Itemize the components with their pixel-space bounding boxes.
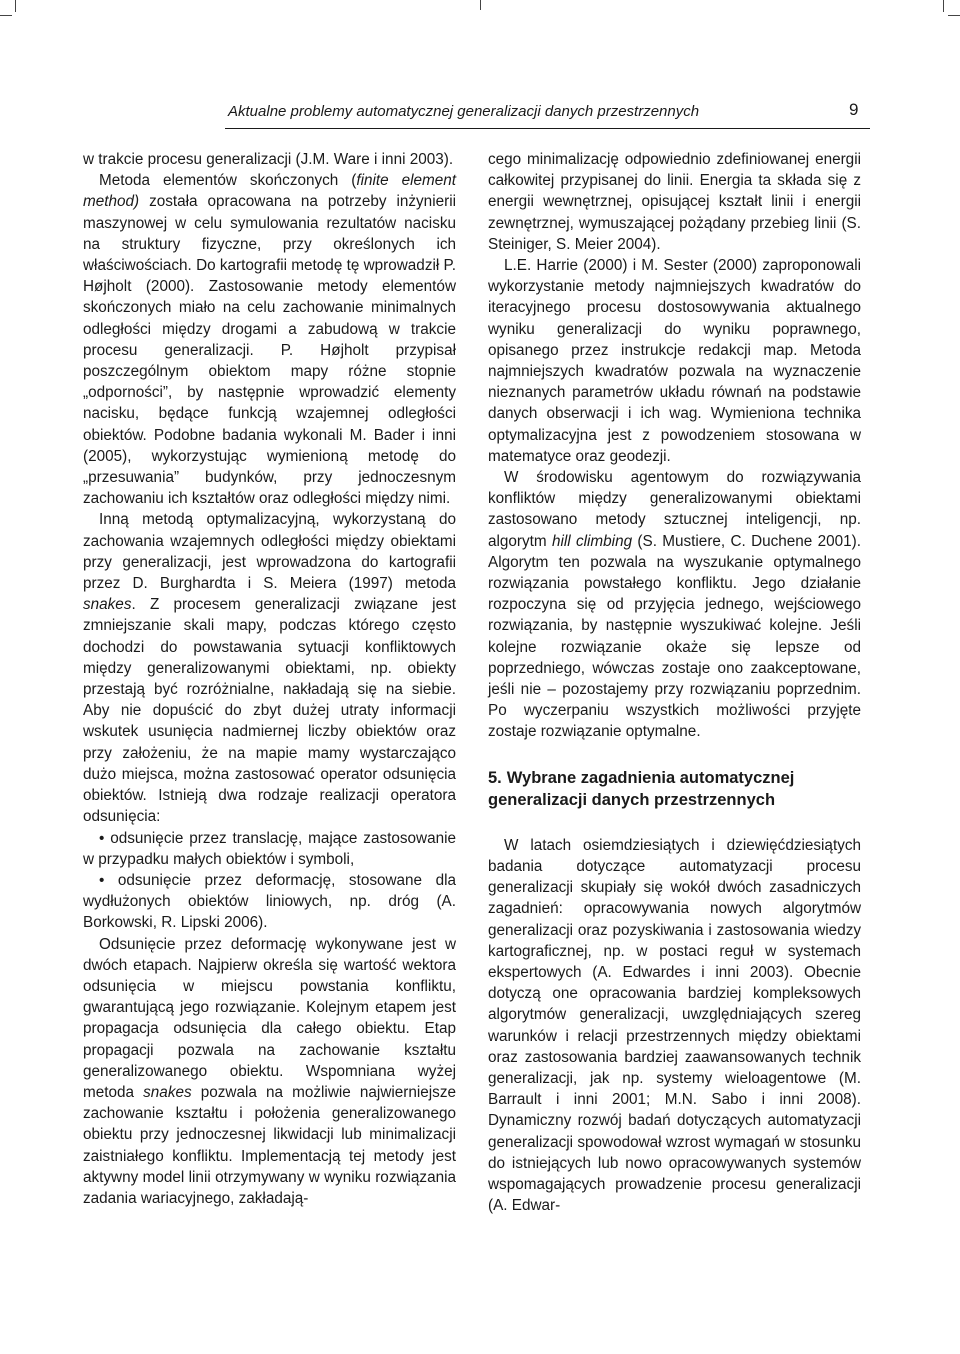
section-title: Wybrane zagadnienia automatycznej generalizacji danych przestrzennych xyxy=(488,768,795,809)
text-run: pozwala na możliwie najwierniejsze zachowanie kształtu i położenia generalizowanego obiektu przy jednoczesnej likwidacji lub minimalizacji zaistniałego konfliktu. Implementacją tej metody jest aktywny model linii otrzymywany w wyniku rozwiązania zadania wariacyjnego, zakładają- xyxy=(83,1083,456,1207)
italic-term: finite element method) xyxy=(83,172,456,211)
italic-term: snakes xyxy=(143,1083,192,1101)
crop-mark-top-center-vertical xyxy=(480,0,481,10)
text-run: Odsunięcie przez deformację wykonywane jest w dwóch etapach. Najpierw określa się wartość wektora odsunięcia w miejscu powstania konfliktu, gwarantującą jego rozwiązanie. Kolejnym etapem jest propagacja odsunięcia dla całego obiektu. Etap propagacji pozwala na zachowanie kształtu generalizowanego obiektu. Wspomniana wyżej metoda xyxy=(83,935,456,1101)
paragraph-deformation xyxy=(83,934,456,1210)
text-run: została opracowana na potrzeby inżynierii maszynowej w celu symulowania rezultatów nacisku na struktury fizyczne, przy określonych ich właściwościach. Do kartografii metodę tę wprowadził P. Højholt (2000). Zastosowanie metody elementów skończonych miało na celu zachowanie minimalnych odległości między drogami a zabudową w trakcie procesu generalizacji. P. Højholt przypisał poszczególnym obiektom mapy różne stopnie „odporności”, by następnie wprowadzić elementy nacisku, będące funkcją wzajemnej odległości obiektów. Podobne badania wykonali M. Bader i inni (2005), wykorzystując wymienioną metodę do „przesuwania” budynków, przy jednoczesnym zachowaniu ich kształtów oraz odległości między nimi. xyxy=(83,193,456,508)
left-column xyxy=(83,149,456,1209)
paragraph-least-squares: L.E. Harrie (2000) i M. Sester (2000) zaproponowali wykorzystanie metody najmniejszych kwadratów do iteracyjnego procesu dostosowywania aktualnego wyniku generalizacji do wyniku poprawnego, opisanego przez instrukcje redakcji map. Metoda najmniejszych kwadratów pozwala na wyznaczenie nieznanych parametrów układu równań na podstawie danych obserwacji i ich wag. Wymieniona technika optymalizacyjna jest z powodzeniem stosowana w matematyce oraz geodezji. xyxy=(488,257,861,465)
crop-mark-top-left-vertical xyxy=(15,0,16,12)
paragraph-finite-element xyxy=(83,170,456,509)
italic-term: snakes xyxy=(83,596,132,614)
text-run: (S. Mustiere, C. Duchene 2001). Algorytm ten pozwala na wyszukanie optymalnego rozwiązania powstałego konfliktu. Jego działanie rozpoczyna się od przyjęcia jednego, wejściowego rozwiązania, by następnie wyszukiwać kolejne. Jeśli kolejne rozwiązanie okaże się lepsze od poprzedniego, wówczas zostaje ono zaakceptowane, jeśli nie – pozostajemy przy rozwiązaniu poprzednim. Po wyczerpaniu wszystkich możliwości przyjęte zostaje rozwiązanie optymalne. xyxy=(488,532,862,741)
crop-mark-top-right-vertical xyxy=(943,0,944,12)
bullet-item: • odsunięcie przez deformację, stosowane dla wydłużonych obiektów liniowych, np. dróg (A. Borkowski, R. Lipski 2006). xyxy=(83,871,456,932)
text-run: . Z procesem generalizacji związane jest zmniejszanie skali mapy, podczas którego często dochodzi do powstawania sytuacji konfliktowych między generalizowanymi obiektami, np. obiekty przestają być rozróżnialne, nakładają się na siebie. Aby nie dopuścić do zbyt dużej utraty informacji wskutek usunięcia nadmiernej liczby obiektów oraz przy założeniu, że na mapie mamy wystarczająco dużo miejsca, można zastosować operator odsunięcia obiektów. Istnieją dwa rodzaje realizacji operatora odsunięcia: xyxy=(83,596,456,826)
crop-mark-top-right-horizontal xyxy=(948,15,960,16)
page-number: 9 xyxy=(849,100,859,119)
running-head-title: Aktualne problemy automatycznej generalizacji danych przestrzennych xyxy=(228,103,700,120)
paragraph-snakes xyxy=(83,509,456,827)
paragraph: w trakcie procesu generalizacji (J.M. Ware i inni 2003). xyxy=(83,151,454,168)
paragraph: W latach osiemdziesiątych i dziewięćdziesiątych badania dotyczące automatyzacji procesu generalizacji skupiały się wokół dwóch zasadniczych zagadnień: opracowywania nowych algorytmów generalizacji oraz pozyskiwania i zastosowania wiedzy kartograficznej, np. w postaci reguł w systemach ekspertowych (A. Edwardes i inni 2003). Obecnie dotyczą one opracowania bardziej kompleksowych algorytmów generalizacji, uwzględniających szereg warunków i relacji przestrzennych między obiektami oraz zastosowania bardziej zaawansowanych technik generalizacji, jak np. systemy wieloagentowe (M. Barrault i inni 2001; M.N. Sabo i inni 2008). Dynamiczny rozwój badań dotyczących automatyzacji generalizacji spowodował wzrost wymagań w stosunku do istniejących lub nowo opracowywanych systemów wspomagających prowadzenie procesu generalizacji (A. Edwar- xyxy=(488,836,861,1215)
section-number: 5. xyxy=(488,768,502,787)
section-heading xyxy=(488,767,861,811)
right-column xyxy=(488,149,861,1216)
paragraph-agents xyxy=(488,467,861,743)
paragraph: cego minimalizację odpowiednio zdefiniowanej energii całkowitej przypisanej do linii. Energia ta składa się z energii wewnętrznej, opisującej kształt linii i energii zewnętrznej, wymuszającej pożądany przebieg linii (S. Steiniger, S. Meier 2004). xyxy=(488,151,861,253)
italic-term: hill climbing xyxy=(551,532,633,550)
text-run: Metoda elementów skończonych ( xyxy=(99,172,357,190)
text-run: Inną metodą optymalizacyjną, wykorzystaną do zachowania wzajemnych odległości między obiektami przy generalizacji, jest wprowadzona do kartografii przez D. Burghardta i S. Meiera (1997) metoda xyxy=(83,511,456,593)
header-rule xyxy=(225,128,870,129)
text-run: W środowisku agentowym do rozwiązywania konfliktów między generalizowanymi obiektami zastosowano metody sztucznej inteligencji, np. algorytm xyxy=(488,469,861,550)
crop-mark-top-left-horizontal xyxy=(0,15,12,16)
bullet-item: • odsunięcie przez translację, mające zastosowanie w przypadku małych obiektów i symboli, xyxy=(83,829,456,868)
